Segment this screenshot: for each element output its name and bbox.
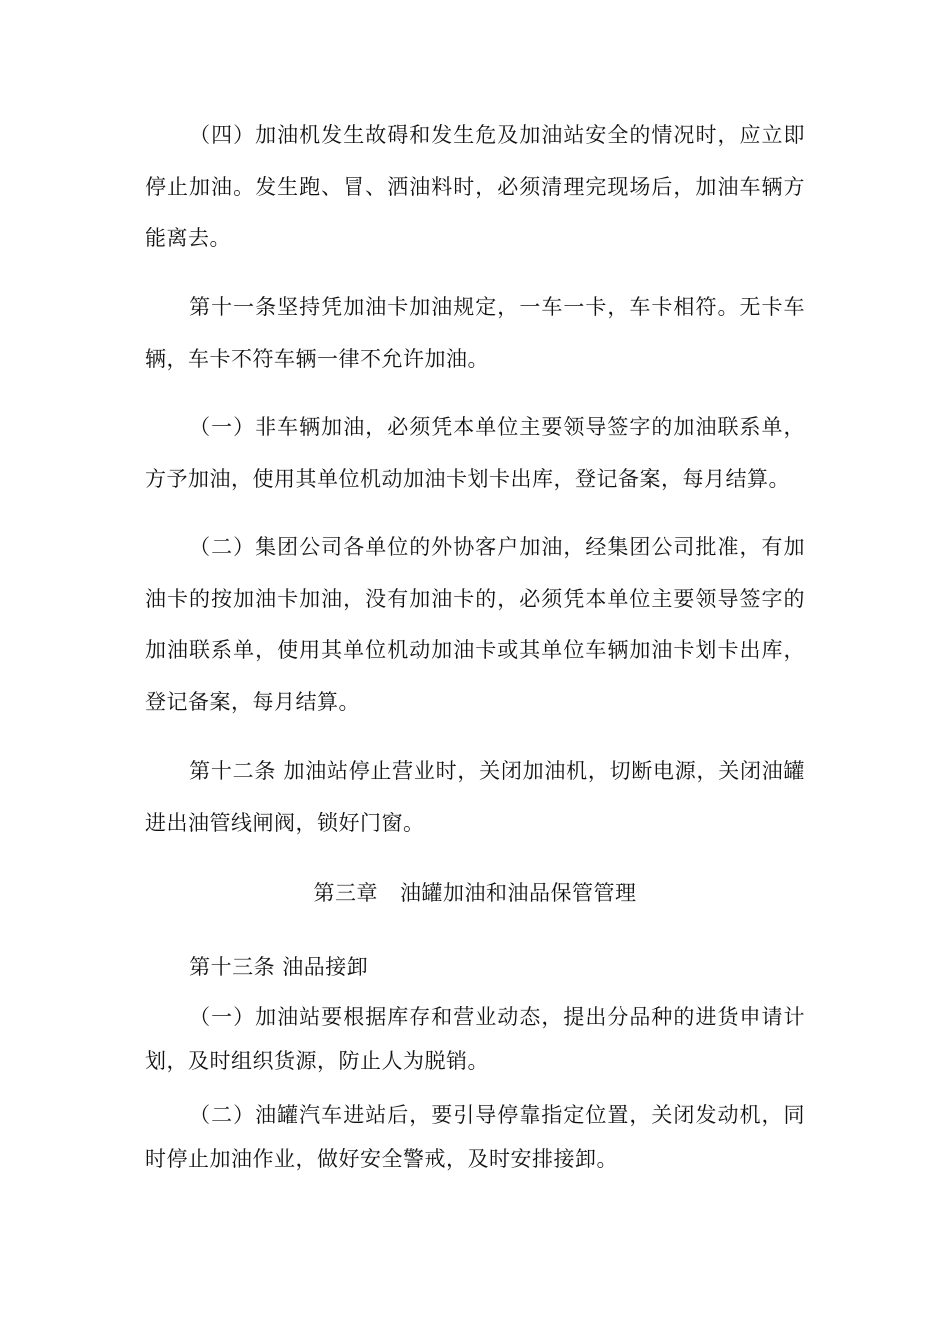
paragraph-article-13-item-2: （二）油罐汽车进站后，要引导停靠指定位置，关闭发动机，同时停止加油作业，做好安全警戒，及时安排接卸。 bbox=[145, 1103, 805, 1171]
paragraph-article-13: 第十三条 油品接卸 bbox=[189, 955, 369, 979]
chapter-heading bbox=[145, 878, 805, 908]
paragraph-article-11-item-2: （二）集团公司各单位的外协客户加油，经集团公司批准，有加油卡的按加油卡加油，没有加油卡的，必须凭本单位主要领导签字的加油联系单，使用其单位机动加油卡或其单位车辆加油卡划卡出库，登记备案，每月结算。 bbox=[145, 535, 805, 714]
chapter-number: 第三章 bbox=[313, 881, 378, 905]
paragraph-article-11: 第十一条坚持凭加油卡加油规定，一车一卡，车卡相符。无卡车辆，车卡不符车辆一律不允许加油。 bbox=[145, 295, 805, 371]
paragraph-article-10-item-4: （四）加油机发生故碍和发生危及加油站安全的情况时，应立即停止加油。发生跑、冒、洒油料时，必须清理完现场后，加油车辆方能离去。 bbox=[145, 123, 805, 250]
paragraph-article-11-item-1: （一）非车辆加油，必须凭本单位主要领导签字的加油联系单，方予加油，使用其单位机动加油卡划卡出库，登记备案，每月结算。 bbox=[145, 415, 805, 491]
paragraph-article-12: 第十二条 加油站停止营业时，关闭加油机，切断电源，关闭油罐进出油管线闸阀，锁好门窗。 bbox=[145, 759, 805, 835]
chapter-title: 油罐加油和油品保管管理 bbox=[400, 881, 637, 905]
paragraph-article-13-item-1: （一）加油站要根据库存和营业动态，提出分品种的进货申请计划，及时组织货源，防止人为脱销。 bbox=[145, 1005, 805, 1073]
